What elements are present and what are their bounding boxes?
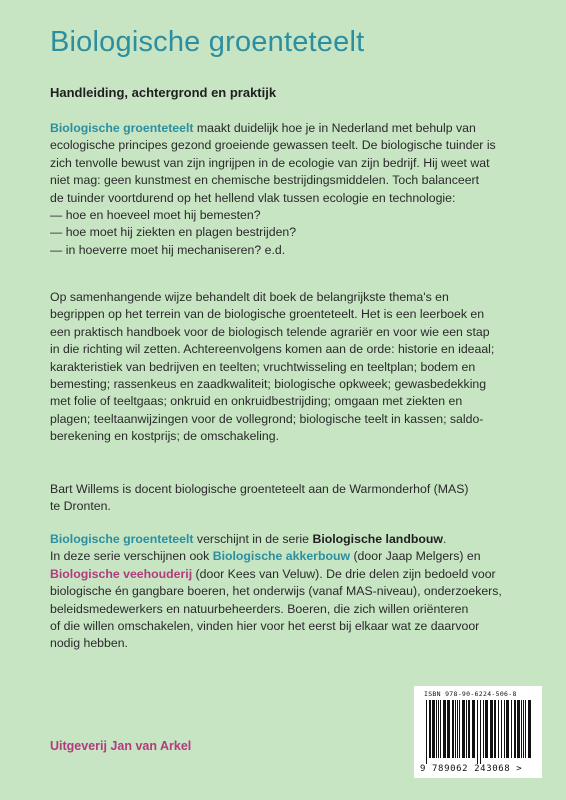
barcode-bar bbox=[472, 700, 475, 758]
title-highlight: Biologische groenteteelt bbox=[50, 121, 194, 135]
barcode-bar bbox=[490, 700, 493, 758]
contents-line: begrippen op het terrein van de biologische groenteteelt. Het is een leerboek en bbox=[50, 307, 485, 322]
intro-line-text: maakt duidelijk hoe je in Nederland met behulp van bbox=[193, 121, 476, 135]
barcode-bar bbox=[440, 700, 441, 758]
series-line bbox=[50, 566, 520, 583]
series-text: In deze serie verschijnen ook bbox=[50, 549, 213, 564]
contents-line: in die richting wil zetten. Achtereenvolgens komen aan de orde: historie en ideaal; bbox=[50, 342, 495, 357]
series-paragraph bbox=[50, 531, 520, 653]
barcode-bar bbox=[517, 700, 520, 758]
series-text: . bbox=[442, 532, 447, 546]
book-subtitle: Handleiding, achtergrond en praktijk bbox=[50, 85, 277, 100]
series-line: of die willen omschakelen, vinden hier voor het eerst bij elkaar wat ze daarvoor bbox=[50, 619, 480, 634]
barcode-bar bbox=[468, 700, 470, 758]
akkerbouw-title: Biologische akkerbouw bbox=[212, 549, 351, 564]
contents-line: karakteristiek van bedrijven en teelten; vruchtwisseling en teeltplan; bodem en bbox=[50, 359, 476, 374]
barcode-bar bbox=[485, 700, 488, 758]
barcode-bar bbox=[477, 700, 478, 764]
barcode-bar bbox=[528, 700, 531, 758]
question-item: — hoe en hoeveel moet hij bemesten? bbox=[50, 208, 261, 223]
question-item: — hoe moet hij ziekten en plagen bestrijden? bbox=[50, 225, 297, 240]
barcode-digits: 9 789062 243068 > bbox=[420, 764, 523, 774]
question-item: — in hoeverre moet hij mechaniseren? e.d. bbox=[50, 242, 286, 257]
barcode-bar bbox=[501, 700, 502, 758]
barcode-bar bbox=[494, 700, 496, 758]
series-name: Biologische landbouw bbox=[312, 532, 443, 546]
veehouderij-title: Biologische veehouderij bbox=[50, 566, 193, 581]
series-text: (door Jaap Melgers) en bbox=[350, 549, 481, 564]
intro-line bbox=[50, 120, 520, 137]
intro-line: ecologische principes gezond groeiende gewassen teelt. De biologische tuinder is bbox=[50, 138, 496, 153]
barcode-bar bbox=[457, 700, 458, 758]
barcode-bar bbox=[436, 700, 437, 758]
contents-line: berekening en kostprijs; de omschakeling. bbox=[50, 429, 279, 444]
barcode-bar bbox=[438, 700, 439, 758]
barcode-bars bbox=[426, 700, 532, 764]
barcode-bar bbox=[429, 700, 431, 758]
series-line bbox=[50, 531, 520, 548]
author-line: te Dronten. bbox=[50, 499, 111, 514]
author-paragraph bbox=[50, 481, 520, 516]
contents-line: een praktisch handboek voor de biologisch telende agrariër en voor wie een stap bbox=[50, 324, 490, 339]
intro-line: niet mag: geen kunstmest en chemische bestrijdingsmiddelen. Toch balanceert bbox=[50, 173, 480, 188]
intro-line: zich tenvolle bewust van zijn ingrijpen in de ecologie van zijn bedrijf. Hij weet wat bbox=[50, 155, 490, 170]
barcode-bar bbox=[452, 700, 454, 758]
intro-paragraph bbox=[50, 120, 520, 259]
title-highlight: Biologische groenteteelt bbox=[50, 532, 194, 546]
barcode-bar bbox=[521, 700, 522, 758]
barcode-bar bbox=[459, 700, 460, 758]
contents-line: Op samenhangende wijze behandelt dit boek de belangrijkste thema's en bbox=[50, 290, 449, 304]
barcode-bar bbox=[511, 700, 512, 758]
publisher-name: Uitgeverij Jan van Arkel bbox=[50, 739, 192, 753]
barcode-bar bbox=[443, 700, 446, 758]
author-line: Bart Willems is docent biologische groenteteelt aan de Warmonderhof (MAS) bbox=[50, 482, 469, 496]
series-line: beleidsmedewerkers en natuurbeheerders. Boeren, die zich willen oriënteren bbox=[50, 601, 469, 616]
series-line: nodig hebben. bbox=[50, 636, 128, 651]
isbn-label: ISBN 978-90-6224-506-8 bbox=[424, 690, 517, 698]
barcode-bar bbox=[523, 700, 524, 758]
contents-paragraph bbox=[50, 289, 520, 446]
barcode-bar bbox=[455, 700, 456, 758]
series-text: (door Kees van Veluw). De drie delen zijn bedoeld voor bbox=[192, 566, 496, 581]
barcode-bar bbox=[514, 700, 516, 758]
series-line: biologische én gangbare boeren, het onderwijs (vanaf MAS-niveau), onderzoekers, bbox=[50, 584, 502, 599]
book-title: Biologische groenteteelt bbox=[50, 26, 365, 58]
contents-line: bemesting; rassenkeus en zaadkwaliteit; biologische opkweek; gewasbedekking bbox=[50, 377, 487, 392]
contents-line: met folie of teeltgaas; onkruid en onkruidbestrijding; omgaan met ziekten en bbox=[50, 394, 463, 409]
barcode-bar bbox=[432, 700, 435, 758]
barcode-bar bbox=[480, 700, 481, 764]
barcode-bar bbox=[462, 700, 465, 758]
isbn-barcode bbox=[414, 686, 542, 778]
barcode-bar bbox=[483, 700, 484, 758]
contents-line: plagen; teeltaanwijzingen voor de vollegrond; biologische teelt in kassen; saldo- bbox=[50, 411, 484, 426]
barcode-bar bbox=[426, 700, 427, 764]
intro-line: de tuinder voortdurend op het hellend vlak tussen ecologie en technologie: bbox=[50, 190, 456, 205]
barcode-bar bbox=[498, 700, 499, 758]
barcode-bar bbox=[504, 700, 505, 758]
barcode-bar bbox=[506, 700, 509, 758]
series-line bbox=[50, 548, 520, 565]
series-text: verschijnt in de serie bbox=[193, 532, 313, 546]
barcode-bar bbox=[525, 700, 526, 758]
barcode-bar bbox=[466, 700, 467, 758]
barcode-bar bbox=[447, 700, 450, 758]
